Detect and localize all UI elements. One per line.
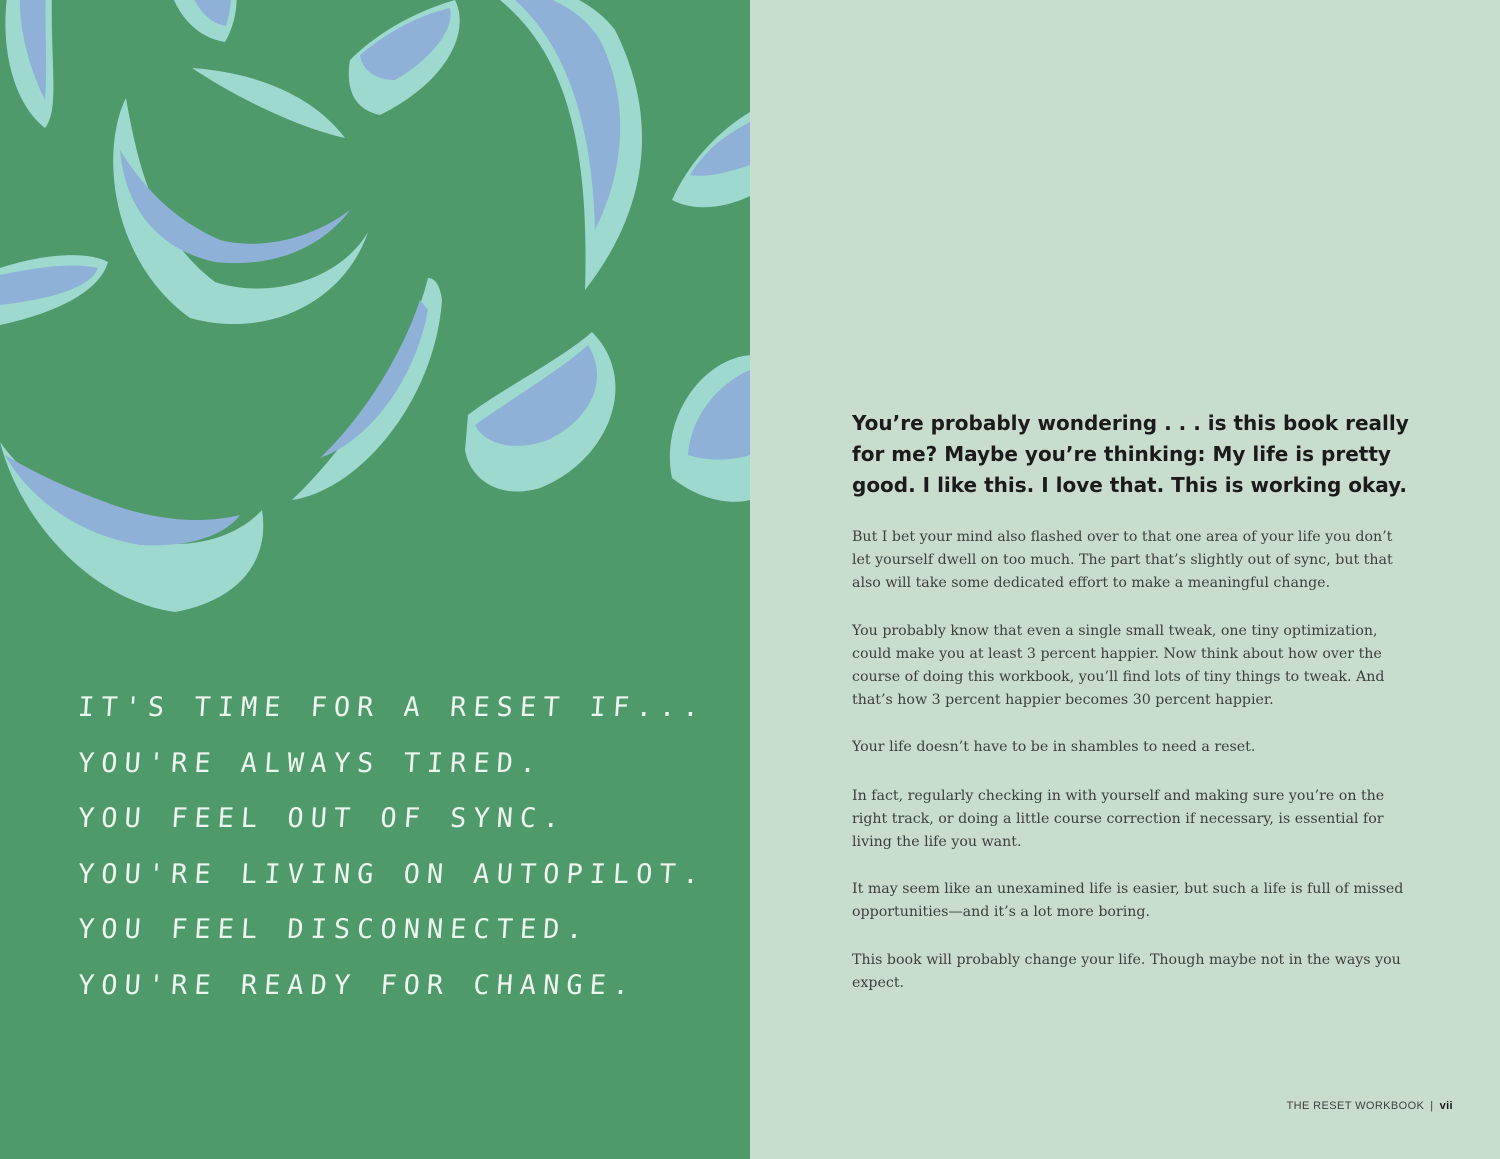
handwritten-reset-list	[78, 680, 718, 1013]
body-paragraph: You probably know that even a single small tweak, one tiny optimization, could make you at least 3 percent happier. Now think about how over the course of doing this workbook, you’ll find lots of tiny things to tweak. And that’s how 3 percent happier becomes 30 percent happier.	[852, 623, 1385, 708]
brush-stroke	[349, 0, 460, 115]
right-page	[750, 0, 1500, 1159]
brush-stroke	[170, 0, 237, 42]
handwritten-line: YOU'RE READY FOR CHANGE.	[76, 969, 638, 1001]
brush-stroke	[0, 442, 263, 612]
handwritten-line: YOU FEEL DISCONNECTED.	[76, 914, 591, 945]
handwritten-heading: IT'S TIME FOR A RESET IF...	[76, 692, 708, 723]
book-title: THE RESET WORKBOOK	[1286, 1100, 1425, 1112]
brush-stroke	[292, 278, 442, 500]
brush-stroke	[5, 0, 53, 128]
body-paragraph: It may seem like an unexamined life is easier, but such a life is full of missed opportunities—and it’s a lot more boring.	[852, 881, 1404, 920]
brush-stroke	[0, 255, 108, 325]
lead-paragraph: You’re probably wondering . . . is this book really for me? Maybe you’re thinking: My life is pretty good. I like this. I love that. This is working okay.	[852, 411, 1409, 497]
body-paragraph: Your life doesn’t have to be in shambles to need a reset.	[852, 739, 1256, 755]
brush-stroke-illustration	[0, 0, 750, 640]
page-number: vii	[1439, 1100, 1453, 1112]
body-paragraph: In fact, regularly checking in with yourself and making sure you’re on the right track, or doing a little course correction if necessary, is essential for living the life you want.	[852, 788, 1385, 850]
brush-stroke	[500, 0, 642, 290]
handwritten-line: YOU'RE ALWAYS TIRED.	[76, 747, 545, 779]
brush-stroke	[465, 332, 615, 492]
footer-separator: |	[1430, 1100, 1434, 1112]
handwritten-line: YOU FEEL OUT OF SYNC.	[76, 803, 568, 834]
handwritten-line: YOU'RE LIVING ON AUTOPILOT.	[76, 858, 708, 890]
body-paragraph: But I bet your mind also flashed over to that one area of your life you don’t let yourself dwell on too much. The part that’s slightly out of sync, but that also will take some dedicated effort to make a meaningful change.	[852, 529, 1393, 591]
brush-stroke	[670, 355, 750, 502]
running-footer	[1287, 1100, 1454, 1112]
brush-stroke	[672, 112, 750, 207]
body-paragraph: This book will probably change your life. Though maybe not in the ways you expect.	[852, 952, 1401, 991]
brush-stroke	[192, 68, 345, 138]
